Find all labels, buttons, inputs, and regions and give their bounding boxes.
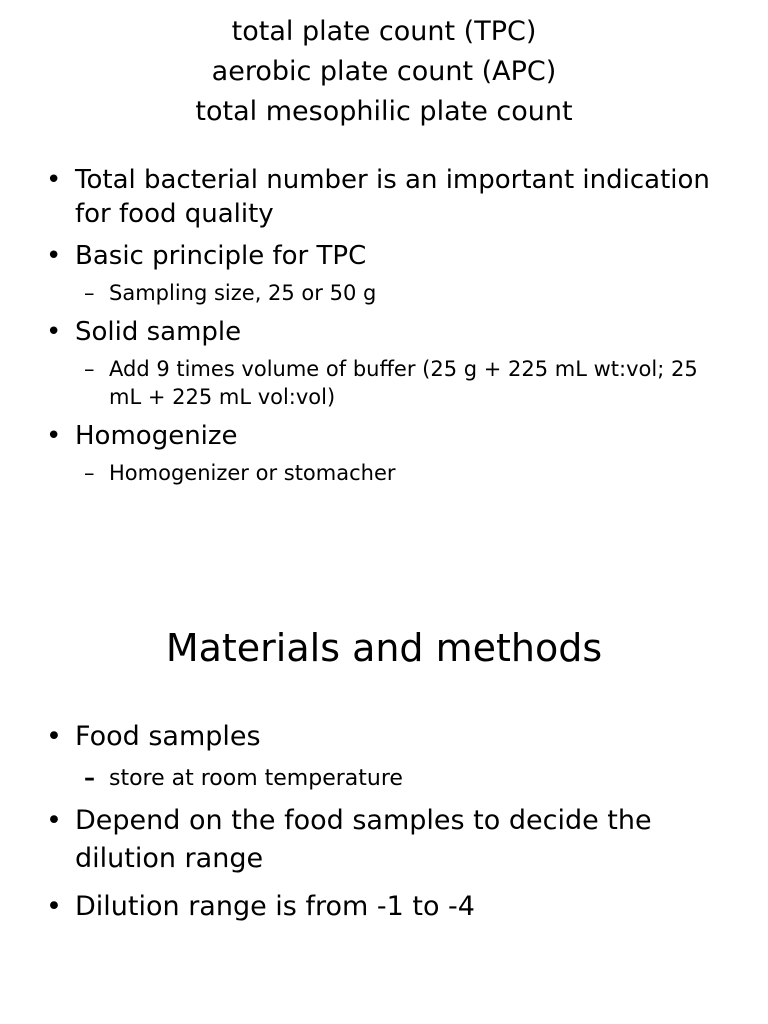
bullet-text: Basic principle for TPC [75, 241, 367, 271]
dash-icon: – [84, 281, 95, 305]
bullet-text: Food samples [75, 721, 261, 752]
bullet-dot-icon: • [46, 421, 62, 451]
sub-bullet-text: store at room temperature [109, 766, 403, 791]
bullet-text: Dilution range is from -1 to -4 [75, 891, 475, 922]
sub-bullet-item [84, 279, 736, 307]
slide-title: Materials and methods [165, 626, 603, 670]
dash-icon: – [84, 766, 95, 791]
dash-icon: – [84, 461, 95, 485]
bullet-dot-icon: • [46, 317, 62, 347]
bullet-item [46, 239, 736, 273]
bullet-dot-icon: • [46, 241, 62, 271]
bullet-item [46, 888, 736, 926]
bullet-item [46, 163, 736, 231]
sub-bullet-text: Add 9 times volume of buffer (25 g + 225 mL wt:vol; 25 mL + 225 mL vol:vol) [109, 357, 698, 409]
bullet-text: Total bacterial number is an important indication for food quality [75, 165, 710, 229]
title-line: aerobic plate count (APC) [211, 56, 557, 87]
title-line: total mesophilic plate count [195, 96, 573, 127]
bullet-text: Homogenize [75, 421, 238, 451]
bullet-list [46, 163, 736, 495]
slide-title [0, 12, 768, 132]
sub-bullet-text: Sampling size, 25 or 50 g [109, 281, 377, 305]
sub-bullet-item [84, 355, 736, 411]
bullet-item [46, 802, 736, 878]
sub-bullet-item [84, 764, 736, 794]
sub-bullet-item [84, 459, 736, 487]
bullet-text: Depend on the food samples to decide the dilution range [75, 805, 652, 874]
slide-materials-methods [0, 520, 768, 1024]
bullet-dot-icon: • [46, 805, 62, 836]
title-line: total plate count (TPC) [231, 16, 537, 47]
bullet-dot-icon: • [46, 165, 62, 195]
bullet-dot-icon: • [46, 721, 62, 752]
bullet-dot-icon: • [46, 891, 62, 922]
bullet-item [46, 315, 736, 349]
sub-bullet-text: Homogenizer or stomacher [109, 461, 396, 485]
bullet-item [46, 419, 736, 453]
bullet-text: Solid sample [75, 317, 242, 347]
bullet-item [46, 718, 736, 756]
dash-icon: – [84, 357, 95, 381]
bullet-list [46, 718, 736, 936]
